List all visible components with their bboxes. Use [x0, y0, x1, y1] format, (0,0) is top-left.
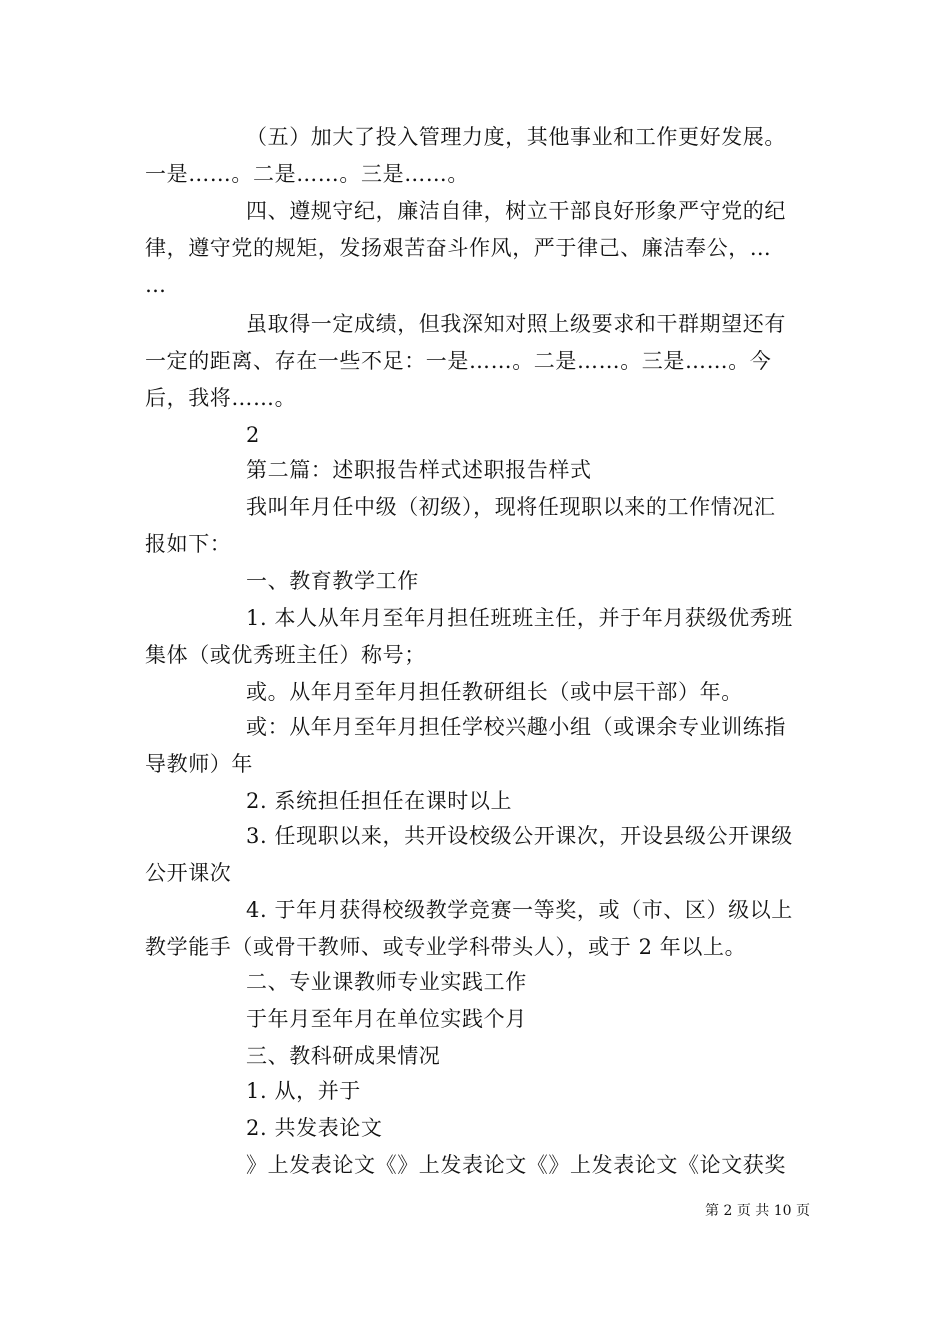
- text-line: 》上发表论文《》上发表论文《》上发表论文《论文获奖: [246, 1153, 786, 1177]
- text-line: 教学能手（或骨干教师、或专业学科带头人），或于 2 年以上。: [145, 935, 747, 959]
- text-line: 1. 从，并于: [246, 1079, 361, 1103]
- text-line: 导教师）年: [145, 752, 253, 776]
- page-number-text: 2: [246, 423, 260, 447]
- section-heading: 三、教科研成果情况: [246, 1044, 441, 1068]
- text-line: …: [145, 273, 167, 297]
- text-line: 3. 任现职以来，共开设校级公开课次，开设县级公开课级: [246, 824, 793, 848]
- text-line: 或：从年月至年月担任学校兴趣小组（或课余专业训练指: [246, 715, 786, 739]
- text-line: 集体（或优秀班主任）称号；: [145, 643, 426, 667]
- text-line: 律，遵守党的规矩，发扬艰苦奋斗作风，严于律己、廉洁奉公，…: [145, 236, 772, 260]
- text-line: 公开课次: [145, 861, 232, 885]
- text-line: （五）加大了投入管理力度，其他事业和工作更好发展。: [246, 125, 786, 149]
- text-line: 一是……。二是……。三是……。: [145, 162, 469, 186]
- text-line: 于年月至年月在单位实践个月: [246, 1007, 527, 1031]
- section-heading: 一、教育教学工作: [246, 569, 419, 593]
- text-line: 一定的距离、存在一些不足：一是……。二是……。三是……。今: [145, 349, 772, 373]
- text-line: 或。从年月至年月担任教研组长（或中层干部）年。: [246, 680, 743, 704]
- text-line: 2. 共发表论文: [246, 1116, 383, 1140]
- text-line: 虽取得一定成绩，但我深知对照上级要求和干群期望还有: [246, 312, 786, 336]
- text-line: 2. 系统担任担任在课时以上: [246, 789, 513, 813]
- section-heading: 第二篇：述职报告样式述职报告样式: [246, 458, 592, 482]
- text-line: 1. 本人从年月至年月担任班班主任，并于年月获级优秀班: [246, 606, 793, 630]
- text-line: 四、遵规守纪，廉洁自律，树立干部良好形象严守党的纪: [246, 199, 786, 223]
- page-footer: 第 2 页 共 10 页: [705, 1203, 810, 1219]
- text-line: 后，我将……。: [145, 386, 297, 410]
- text-line: 报如下：: [145, 532, 232, 556]
- section-heading: 二、专业课教师专业实践工作: [246, 970, 527, 994]
- text-line: 我叫年月任中级（初级），现将任现职以来的工作情况汇: [246, 495, 776, 519]
- text-line: 4. 于年月获得校级教学竞赛一等奖，或（市、区）级以上: [246, 898, 793, 922]
